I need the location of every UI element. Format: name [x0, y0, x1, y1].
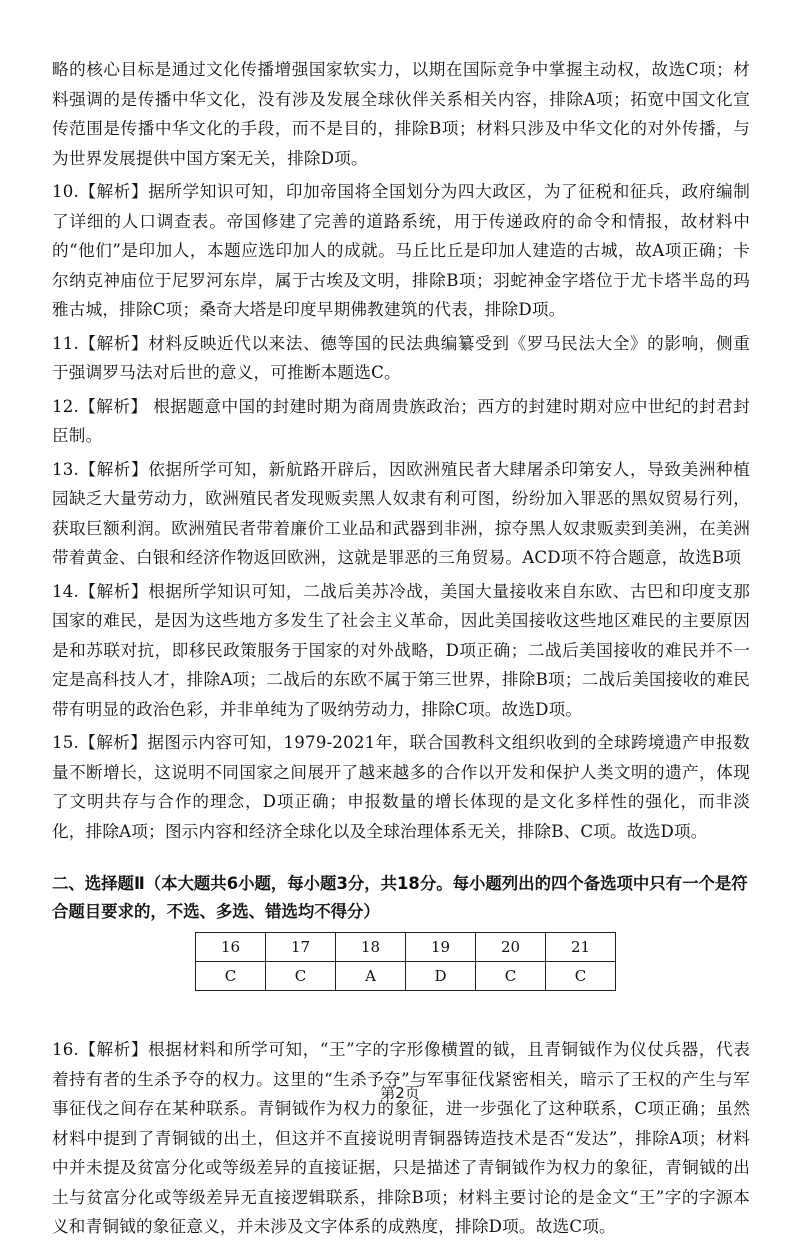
question-number-cell: 20	[476, 933, 546, 962]
question-number-cell: 19	[406, 933, 476, 962]
paragraph-q16: 16.【解析】根据材料和所学可知，“王”字的字形像横置的钺，且青铜钺作为仪仗兵器，代表着持有者的生杀予夺的权力。这里的“生杀予夺”与军事征伐紧密相关，暗示了王权的产生与军事征伐之间存在某种联系。青铜钺作为权力的象征，进一步强化了这种联系，C项正确；虽然材料中提到了青铜钺的出土，但这并不直接说明青铜器铸造技术是否“发达”，排除A项；材料中并未提及贫富分化或等级差异的直接证据，只是描述了青铜钺作为权力的象征，青铜钺的出土与贫富分化或等级差异无直接逻辑联系，排除B项；材料主要讨论的是金文“王”字的字源本义和青铜钺的象征意义，并未涉及文字体系的成熟度，排除D项。故选C项。	[52, 1040, 750, 1236]
question-number-cell: 18	[336, 933, 406, 962]
section-heading: 二、选择题Ⅱ（本大题共6小题，每小题3分，共18分。每小题列出的四个备选项中只有一个是符合题目要求的，不选、多选、错选均不得分）	[52, 874, 748, 921]
answer-cell: C	[266, 962, 336, 991]
answer-cell: D	[406, 962, 476, 991]
answer-table	[195, 932, 616, 991]
spacer	[52, 991, 750, 1035]
paragraph-q11: 11.【解析】材料反映近代以来法、德等国的民法典编纂受到《罗马民法大全》的影响，侧重于强调罗马法对后世的意义，可推断本题选C。	[52, 333, 750, 382]
paragraph-q10: 10.【解析】据所学知识可知，印加帝国将全国划分为四大政区，为了征税和征兵，政府编制了详细的人口调查表。帝国修建了完善的道路系统，用于传递政府的命令和情报，故材料中的“他们”是印加人，本题应选印加人的成就。马丘比丘是印加人建造的古城，故A项正确；卡尔纳克神庙位于尼罗河东岸，属于古埃及文明，排除B项；羽蛇神金字塔位于尤卡塔半岛的玛雅古城，排除C项；桑奇大塔是印度早期佛教建筑的代表，排除D项。	[52, 182, 750, 319]
answer-table-answer-row	[196, 962, 616, 991]
answer-cell: A	[336, 962, 406, 991]
answer-cell: C	[196, 962, 266, 991]
answer-cell: C	[546, 962, 616, 991]
paragraph-q12: 12.【解析】 根据题意中国的封建时期为商周贵族政治；西方的封建时期对应中世纪的封君封臣制。	[52, 396, 750, 445]
question-number-cell: 16	[196, 933, 266, 962]
paragraph-q15: 15.【解析】据图示内容可知，1979-2021年，联合国教科文组织收到的全球跨境遗产申报数量不断增长，这说明不同国家之间展开了越来越多的合作以开发和保护人类文明的遗产，体现了文明共存与合作的理念，D项正确；申报数量的增长体现的是文化多样性的强化，而非淡化，排除A项；图示内容和经济全球化以及全球治理体系无关，排除B、C项。故选D项。	[52, 733, 750, 841]
paragraph-continuation: 略的核心目标是通过文化传播增强国家软实力，以期在国际竞争中掌握主动权，故选C项；材料强调的是传播中华文化，没有涉及发展全球伙伴关系相关内容，排除A项；拓宽中国文化宣传范围是传播中华文化的手段，而不是目的，排除B项；材料只涉及中华文化的对外传播，与为世界发展提供中国方案无关，排除D项。	[52, 60, 750, 168]
question-number-cell: 17	[266, 933, 336, 962]
paragraph-q14: 14.【解析】根据所学知识可知，二战后美苏冷战，美国大量接收来自东欧、古巴和印度支那国家的难民，是因为这些地方多发生了社会主义革命，因此美国接收这些地区难民的主要原因是和苏联对抗，即移民政策服务于国家的对外战略，D项正确；二战后美国接收的难民并不一定是高科技人才，排除A项；二战后的东欧不属于第三世界，排除B项；二战后美国接收的难民带有明显的政治色彩，并非单纯为了吸纳劳动力，排除C项。故选D项。	[52, 581, 750, 719]
question-number-cell: 21	[546, 933, 616, 962]
answer-table-number-row	[196, 933, 616, 962]
answer-cell: C	[476, 962, 546, 991]
page-number: 第2页	[380, 1084, 420, 1102]
paragraph-q13: 13.【解析】依据所学可知，新航路开辟后，因欧洲殖民者大肆屠杀印第安人，导致美洲种植园缺乏大量劳动力，欧洲殖民者发现贩卖黑人奴隶有利可图，纷纷加入罪恶的黑奴贸易行列，获取巨额利润。欧洲殖民者带着廉价工业品和武器到非洲，掠夺黑人奴隶贩卖到美洲，在美洲带着黄金、白银和经济作物返回欧洲，这就是罪恶的三角贸易。ACD项不符合题意，故选B项	[52, 459, 750, 567]
